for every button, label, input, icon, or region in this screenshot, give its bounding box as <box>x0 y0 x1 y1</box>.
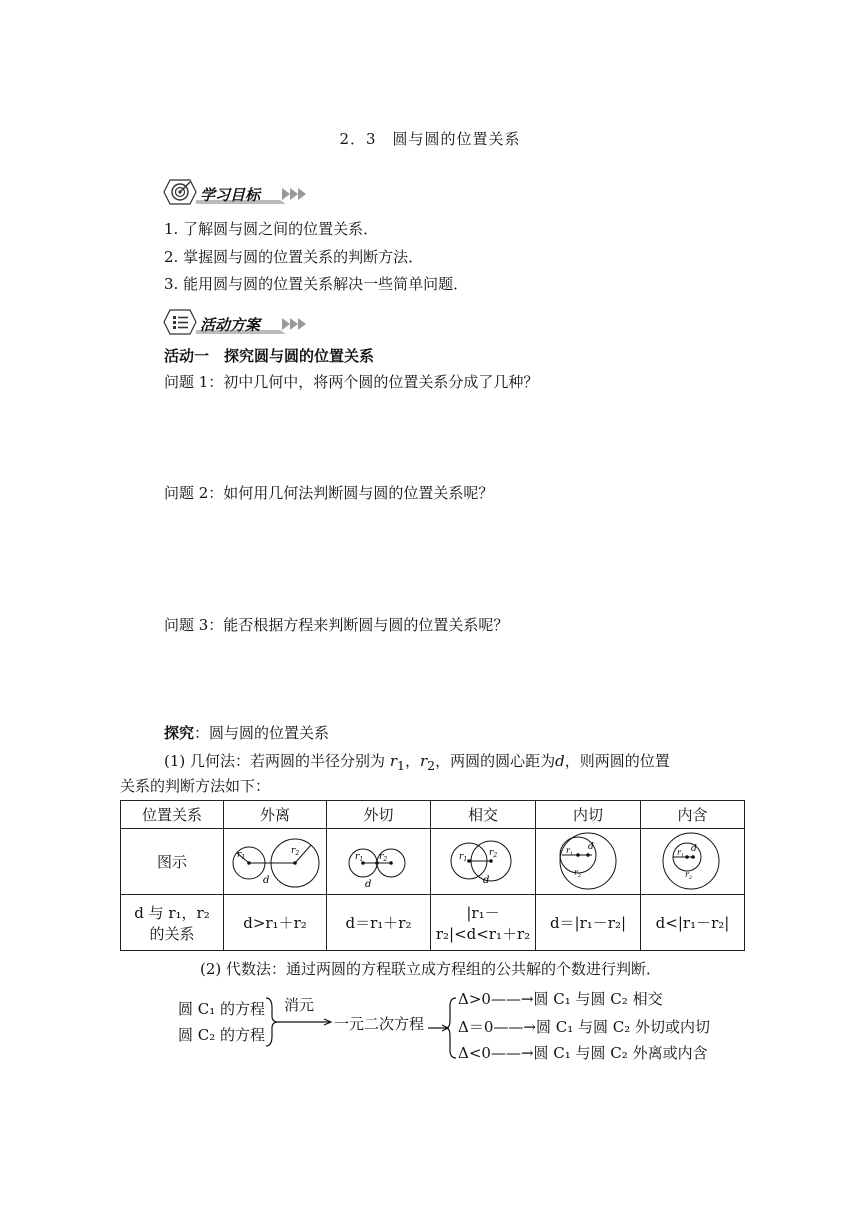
flow-equation-2: 圆 C₂ 的方程 <box>178 1026 266 1044</box>
figure-internal-tangent <box>536 829 641 895</box>
geometry-method-line-2: 关系的判断方法如下： <box>120 777 271 795</box>
figure-contain <box>641 829 745 895</box>
figure-row-label: 图示 <box>121 829 224 895</box>
algebra-method-line: (2) 代数法：通过两圆的方程联立成方程组的公共解的个数进行判断． <box>200 960 662 978</box>
svg-text:r2: $r_2$ <box>378 851 387 863</box>
table-header: 外离 <box>224 801 327 829</box>
table-header: 相交 <box>431 801 536 829</box>
relation-contain: d<|r₁－r₂| <box>641 895 745 951</box>
relation-separate: d>r₁＋r₂ <box>224 895 327 951</box>
learning-goals-banner <box>162 178 322 206</box>
table-header: 内含 <box>641 801 745 829</box>
explore-text: ：圆与圆的位置关系 <box>194 724 330 742</box>
svg-text:d: d <box>364 878 371 890</box>
flow-case-2: Δ＝0——→圆 C₁ 与圆 C₂ 外切或内切 <box>458 1018 710 1036</box>
flow-branch-brace <box>428 988 458 1068</box>
svg-text:d: d <box>483 874 490 886</box>
svg-text:d: d <box>588 841 594 852</box>
relation-label-line-2: 的关系 <box>149 924 195 943</box>
question-2: 问题 2：如何用几何法判断圆与圆的位置关系呢？ <box>164 484 494 502</box>
geometry-method-line: (1) 几何法：若两圆的半径分别为 $r_1$，$r_2$，两圆的圆心距为d，则两圆的位置 <box>164 752 670 773</box>
geo-text-b: ，两圆的圆心距为 <box>435 752 556 770</box>
activity-plan-banner <box>162 308 322 336</box>
explore-label: 探究 <box>164 724 195 742</box>
relation-label-line-1: d 与 r₁，r₂ <box>134 903 210 922</box>
flow-case-3: Δ<0——→圆 C₁ 与圆 C₂ 外离或内含 <box>458 1044 708 1062</box>
table-header: 内切 <box>536 801 641 829</box>
svg-text:r1: $r_1$ <box>459 851 468 863</box>
relation-table <box>120 800 745 951</box>
relation-row-label <box>121 895 224 951</box>
svg-text:d: d <box>263 874 270 886</box>
objective-2: 2. 掌握圆与圆的位置关系的判断方法． <box>164 248 424 266</box>
figure-intersect <box>431 829 536 895</box>
relation-intersect-line-1: |r₁－ <box>466 903 500 922</box>
geo-text-a: (1) 几何法：若两圆的半径分别为 <box>164 752 386 770</box>
svg-text:r1: $r_1$ <box>566 845 574 857</box>
objective-3: 3. 能用圆与圆的位置关系解决一些简单问题． <box>164 275 469 293</box>
svg-text:r1: $r_1$ <box>237 849 246 861</box>
objective-1: 1. 了解圆与圆之间的位置关系． <box>164 220 379 238</box>
relation-external-tangent: d＝r₁＋r₂ <box>327 895 431 951</box>
flow-quadratic: 一元二次方程 <box>334 1015 425 1033</box>
figure-external-tangent <box>327 829 431 895</box>
page-title: 2．3 圆与圆的位置关系 <box>339 130 521 148</box>
flow-step-label: 消元 <box>284 996 315 1014</box>
svg-text:r1: $r_1$ <box>676 847 684 859</box>
activity-heading: 活动一 探究圆与圆的位置关系 <box>164 347 375 365</box>
relation-internal-tangent: d＝|r₁－r₂| <box>536 895 641 951</box>
flow-equation-1: 圆 C₁ 的方程 <box>178 1000 266 1018</box>
relation-intersect-line-2: r₂|<d<r₁＋r₂ <box>435 924 531 943</box>
flow-case-1: Δ>0——→圆 C₁ 与圆 C₂ 相交 <box>458 990 663 1008</box>
question-1: 问题 1：初中几何中，将两个圆的位置关系分成了几种？ <box>164 373 539 391</box>
svg-text:r2: $r_2$ <box>291 845 300 857</box>
figure-separate <box>224 829 327 895</box>
svg-text:r2: $r_2$ <box>574 867 582 879</box>
banner-label: 活动方案 <box>200 316 261 334</box>
geo-text-c: ，则两圆的位置 <box>564 752 670 770</box>
table-header: 位置关系 <box>121 801 224 829</box>
svg-text:r1: $r_1$ <box>354 851 363 863</box>
svg-text:d: d <box>690 843 697 854</box>
relation-intersect <box>431 895 536 951</box>
table-header: 外切 <box>327 801 431 829</box>
svg-text:r2: $r_2$ <box>489 847 498 859</box>
svg-text:r2: $r_2$ <box>684 869 692 881</box>
banner-label: 学习目标 <box>200 186 261 204</box>
algebra-flow-diagram <box>178 988 738 1068</box>
explore-heading <box>164 722 329 743</box>
question-3: 问题 3：能否根据方程来判断圆与圆的位置关系呢？ <box>164 616 509 634</box>
